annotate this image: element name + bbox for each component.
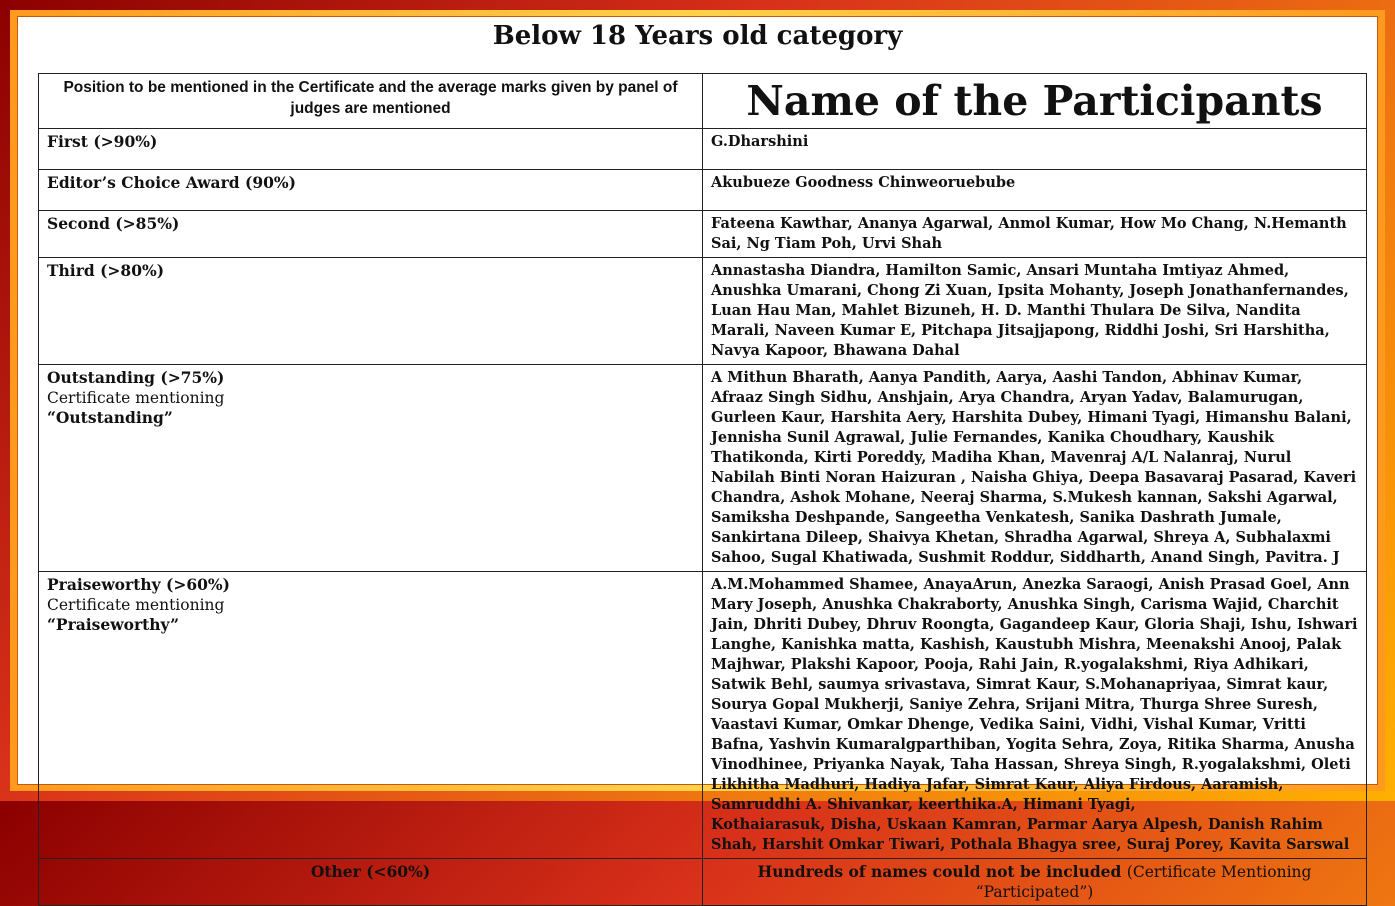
results-table — [38, 73, 1367, 906]
certificate-note: Certificate mentioning — [47, 596, 225, 614]
names-third: Annastasha Diandra, Hamilton Samic, Ansari Muntaha Imtiyaz Ahmed, Anushka Umarani, Chong Zi Xuan, Ipsita Mohanty, Joseph Jonathanfernandes, Luan Hau Man, Mahlet Bizuneh, H. D. Manthi Thulara De Silva, Nandita Marali, Naveen Kumar E, Pitchapa Jitsajjapong, Riddhi Joshi, Sri Harshitha, Navya Kapoor, Bhawana Dahal — [703, 258, 1367, 365]
names-outstanding: A Mithun Bharath, Aanya Pandith, Aarya, Aashi Tandon, Abhinav Kumar, Afraaz Singh Sidhu, Anshjain, Arya Chandra, Aryan Yadav, Balamurugan, Gurleen Kaur, Harshita Aery, Harshita Dubey, Himani Tyagi, Himanshu Balani, Jennisha Sunil Agrawal, Julie Fernandes, Kanika Choudhary, Kaushik Thatikonda, Kirti Poreddy, Madiha Khan, Mavenraj A/L Nalanraj, Nurul Nabilah Binti Noran Haizuran , Naisha Ghiya, Deepa Basavaraj Pasarad, Kaveri Chandra, Ashok Mohane, Neeraj Sharma, S.Mukesh kannan, Sakshi Agarwal, Samiksha Deshpande, Sangeetha Venkatesh, Sanika Dashrath Jumale, Sankirtana Dileep, Shaivya Khetan, Shradha Agarwal, Shreya A, Subhalaxmi Sahoo, Sugal Khatiwada, Sushmit Roddur, Siddharth, Anand Singh, Pavitra. J — [703, 365, 1367, 572]
certificate-title: “Praiseworthy” — [47, 615, 180, 634]
names-praiseworthy-part1: A.M.Mohammed Shamee, AnayaArun, Anezka Saraogi, Anish Prasad Goel, Ann Mary Joseph, Anushka Chakraborty, Anushka Singh, Carisma Wajid, Charchit Jain, Dhriti Dubey, Dhruv Roongta, Gagandeep Kaur, Gloria Shaji, Ishu, Ishwari Langhe, Kanishka matta, Kashish, Kaustubh Mishra, Meenakshi Anooj, Palak Majhwar, Plakshi Kapoor, Pooja, Rahi Jain, R.yogalakshmi, Riya Adhikari, Satwik Behl, saumya srivastava, Simrat Kaur, S.Mohanapriyaa, Simrat kaur, Sourya Gopal Mukherji, Saniye Zehra, Srijani Mitra, Thurga Shree Suresh, Vaastavi Kumar, Omkar Dhenge, Vedika Saini, Vidhi, Vishal Kumar, Vritti Bafna, Yashvin Kumaralgparthiban, Yogita Sehra, Zoya, Ritika Sharma, Anusha Vinodhinee, Priyanka Nayak, Taha Hassan, Shreya Singh, R.yogalakshmi, Oleti Likhitha Madhuri, Hadiya Jafar, Simrat Kaur, Aliya Firdous, Aaramish, Samruddhi A. Shivankar, keerthika.A, Himani Tyagi, — [711, 576, 1358, 813]
names-praiseworthy — [703, 572, 1367, 859]
page-title: Below 18 Years old category — [492, 21, 903, 51]
names-other-text: Hundreds of names could not be included — [757, 862, 1122, 881]
category-second: Second (>85%) — [39, 211, 703, 258]
table-row — [39, 211, 1367, 258]
table-row — [39, 859, 1367, 906]
names-first: G.Dharshini — [703, 129, 1367, 170]
certificate-note: Certificate mentioning — [47, 389, 225, 407]
names-second: Fateena Kawthar, Ananya Agarwal, Anmol Kumar, How Mo Chang, N.Hemanth Sai, Ng Tiam Poh, Urvi Shah — [703, 211, 1367, 258]
header-position-cell: Position to be mentioned in the Certificate and the average marks given by panel of judges are mentioned — [39, 74, 703, 129]
names-other-note: (Certificate Mentioning “Participated”) — [975, 863, 1312, 901]
document-page — [18, 17, 1377, 901]
names-praiseworthy-part2: Kothaiarasuk, Disha, Uskaan Kamran, Parmar Aarya Alpesh, Danish Rahim Shah, Harshit Omkar Tiwari, Pothala Bhagya sree, Suraj Porey, Kavita Sarswal — [711, 816, 1350, 853]
certificate-title: “Outstanding” — [47, 408, 173, 427]
category-praiseworthy — [39, 572, 703, 859]
category-praiseworthy-label: Praiseworthy (>60%) — [47, 575, 230, 594]
category-outstanding-label: Outstanding (>75%) — [47, 368, 225, 387]
table-row — [39, 258, 1367, 365]
category-first: First (>90%) — [39, 129, 703, 170]
names-other — [703, 859, 1367, 906]
table-header-row — [39, 74, 1367, 129]
category-editors-choice: Editor’s Choice Award (90%) — [39, 170, 703, 211]
table-row — [39, 129, 1367, 170]
names-editors-choice: Akubueze Goodness Chinweoruebube — [703, 170, 1367, 211]
header-participants-cell: Name of the Participants — [703, 74, 1367, 129]
category-other: Other (<60%) — [39, 859, 703, 906]
category-outstanding — [39, 365, 703, 572]
table-row — [39, 365, 1367, 572]
category-third: Third (>80%) — [39, 258, 703, 365]
table-row — [39, 170, 1367, 211]
table-row — [39, 572, 1367, 859]
